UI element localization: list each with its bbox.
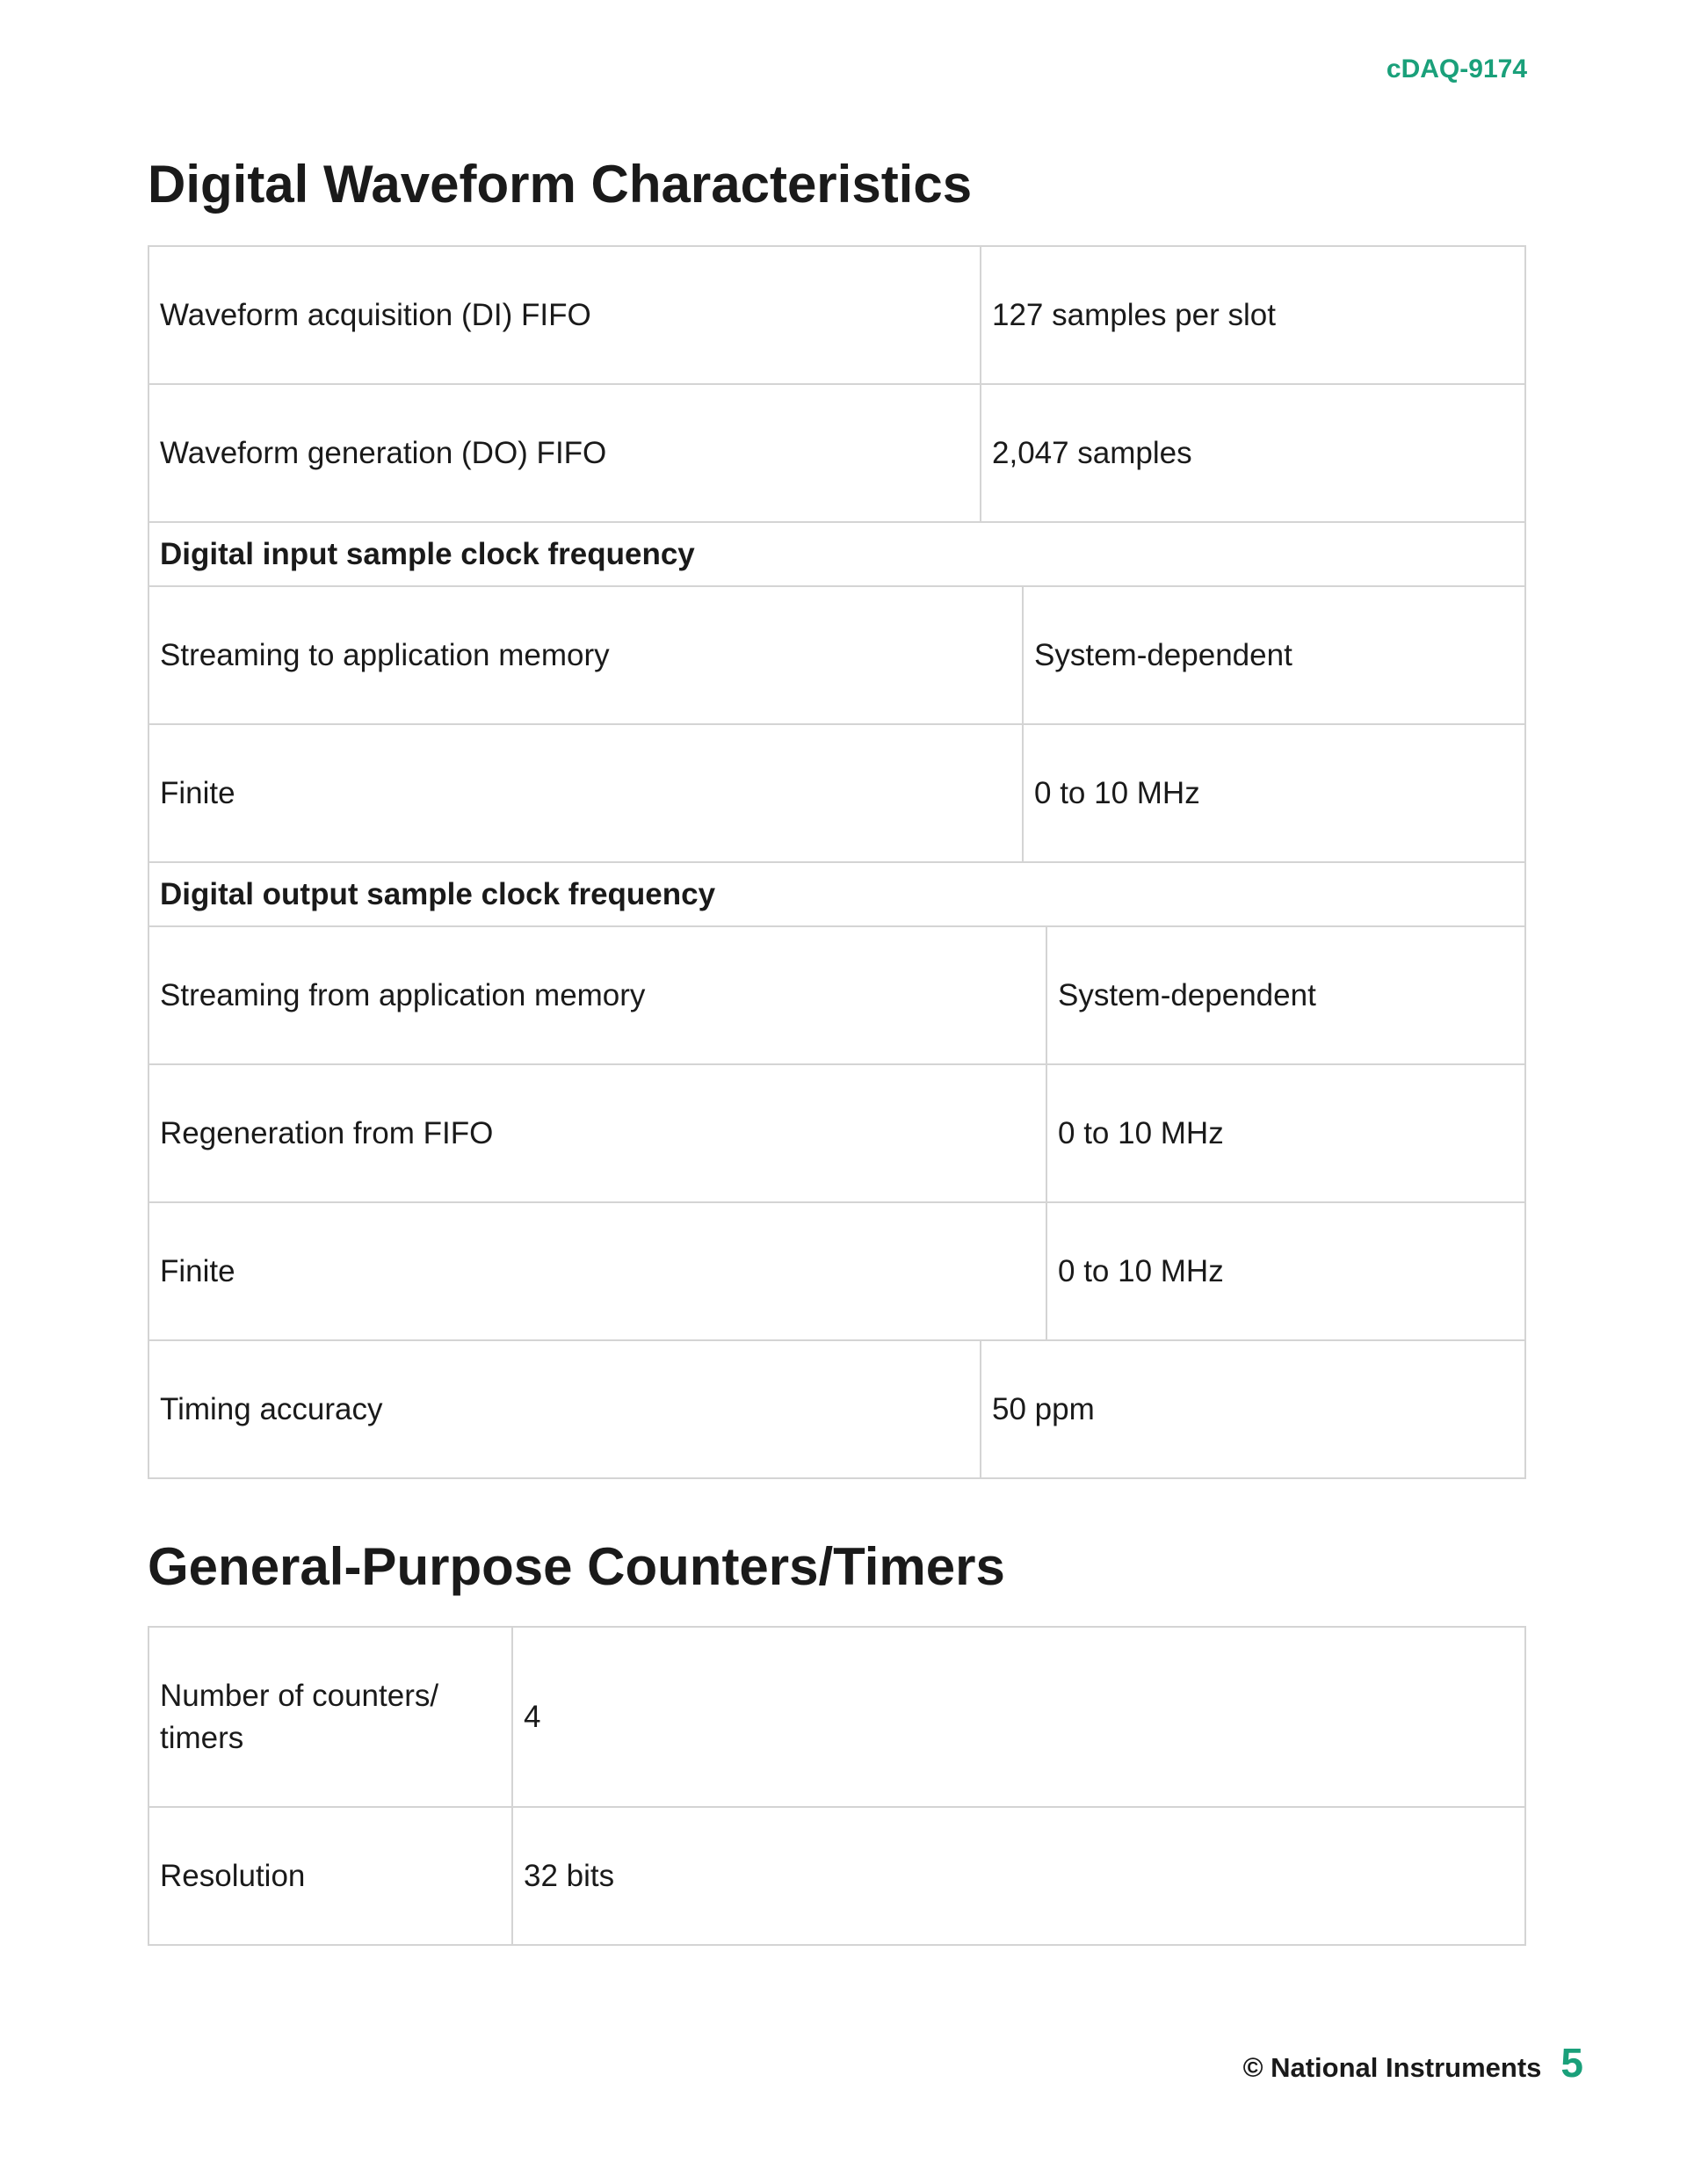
- spec-label: Number of counters/ timers: [149, 1628, 513, 1806]
- table-subheading-di-clock: [149, 523, 1526, 587]
- spec-value: 0 to 10 MHz: [1047, 1203, 1526, 1339]
- digital-waveform-spec-table: [148, 245, 1526, 1479]
- spec-value: 127 samples per slot: [981, 247, 1526, 383]
- table-row-di-fifo: [149, 247, 1526, 385]
- spec-label: Regeneration from FIFO: [149, 1065, 1047, 1201]
- table-row-do-fifo: [149, 385, 1526, 523]
- product-name-header: cDAQ-9174: [1386, 54, 1527, 83]
- table-row-timing-accuracy: [149, 1341, 1526, 1479]
- counters-spec-table: [148, 1626, 1526, 1946]
- spec-label: Finite: [149, 1203, 1047, 1339]
- table-row-di-finite: [149, 725, 1526, 863]
- table-row-counter-count: [149, 1628, 1526, 1808]
- spec-value: System-dependent: [1024, 587, 1526, 723]
- spec-label: Streaming from application memory: [149, 927, 1047, 1063]
- footer-copyright: © National Instruments: [1242, 2052, 1542, 2083]
- page-footer: [1243, 2039, 1583, 2086]
- spec-label: Finite: [149, 725, 1024, 861]
- table-row-do-regeneration: [149, 1065, 1526, 1203]
- table-row-di-streaming: [149, 587, 1526, 725]
- section-title-digital-waveform: Digital Waveform Characteristics: [148, 155, 973, 214]
- spec-value: 50 ppm: [981, 1341, 1526, 1477]
- spec-label: Waveform acquisition (DI) FIFO: [149, 247, 981, 383]
- spec-value: 0 to 10 MHz: [1047, 1065, 1526, 1201]
- table-row-do-streaming: [149, 927, 1526, 1065]
- spec-label: Timing accuracy: [149, 1341, 981, 1477]
- spec-label: Streaming to application memory: [149, 587, 1024, 723]
- spec-value: 2,047 samples: [981, 385, 1526, 521]
- spec-value: 0 to 10 MHz: [1024, 725, 1526, 861]
- table-subheading-do-clock: [149, 863, 1526, 927]
- subheading-di-clock: Digital input sample clock frequency: [149, 523, 1526, 585]
- spec-value: 32 bits: [513, 1808, 1526, 1944]
- table-row-do-finite: [149, 1203, 1526, 1341]
- table-row-resolution: [149, 1808, 1526, 1946]
- subheading-do-clock: Digital output sample clock frequency: [149, 863, 1526, 925]
- spec-value: 4: [513, 1628, 1526, 1806]
- spec-value: System-dependent: [1047, 927, 1526, 1063]
- section-title-counters-timers: General-Purpose Counters/Timers: [148, 1537, 1005, 1596]
- spec-label: Resolution: [149, 1808, 513, 1944]
- spec-label: Waveform generation (DO) FIFO: [149, 385, 981, 521]
- page-number: 5: [1560, 2040, 1583, 2086]
